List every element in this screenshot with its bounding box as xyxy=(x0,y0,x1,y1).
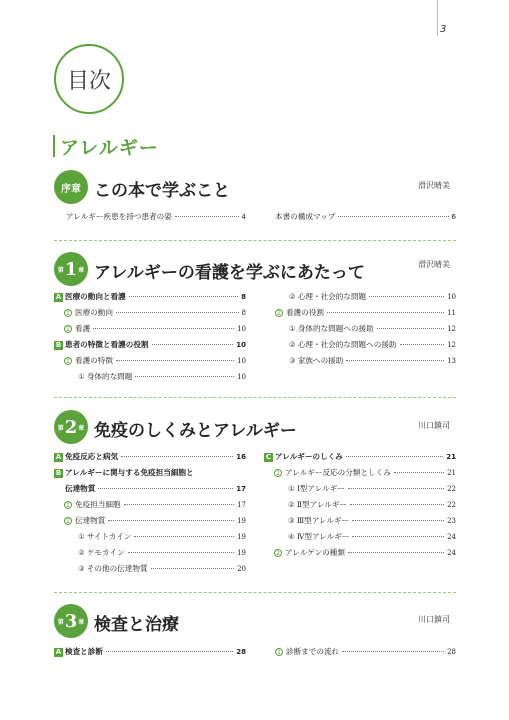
leader-dots xyxy=(108,520,234,521)
toc-column-right xyxy=(275,212,456,222)
toc-entry-page: 12 xyxy=(447,325,456,333)
chapter-author: 川口鎮司 xyxy=(418,421,450,430)
toc-entry[interactable] xyxy=(264,500,456,516)
toc-entry-page: 17 xyxy=(237,501,246,509)
toc-entry[interactable] xyxy=(54,452,246,468)
toc-entry-page: 17 xyxy=(236,485,246,493)
toc-entry-page: 10 xyxy=(447,293,456,301)
toc-column-right xyxy=(264,452,456,564)
chapter-separator xyxy=(54,240,456,241)
toc-column-left xyxy=(66,212,246,222)
toc-entry-page: 8 xyxy=(241,293,246,301)
toc-entry-label: 患者の特徴と看護の役割 xyxy=(65,340,149,349)
entry-marker: 1 xyxy=(64,309,72,317)
leader-dots xyxy=(394,472,444,473)
leader-dots xyxy=(369,296,444,297)
toc-entry[interactable] xyxy=(54,532,246,548)
toc-entry[interactable] xyxy=(54,324,246,340)
leader-dots xyxy=(352,520,444,521)
entry-marker: ③ xyxy=(289,356,296,365)
toc-column-left xyxy=(54,647,246,663)
toc-column-left xyxy=(54,452,246,580)
leader-dots xyxy=(106,651,233,652)
chapter-author: 滑沢晴美 xyxy=(418,260,450,269)
toc-entry[interactable] xyxy=(54,340,246,356)
toc-entry[interactable] xyxy=(54,356,246,372)
toc-entry-page: 10 xyxy=(237,357,246,365)
leader-dots xyxy=(338,216,448,217)
toc-entry-page: 10 xyxy=(237,325,246,333)
toc-entry[interactable] xyxy=(54,308,246,324)
toc-entry-label: アレルギーのしくみ xyxy=(275,452,343,461)
chapter-title: 免疫のしくみとアレルギー xyxy=(94,421,297,441)
leader-dots xyxy=(116,360,234,361)
entry-marker: C xyxy=(265,452,272,461)
section-title: アレルギー xyxy=(60,137,159,159)
toc-entry-page: 20 xyxy=(237,565,246,573)
toc-entry-label: 検査と診断 xyxy=(65,647,103,656)
toc-entry-page: 13 xyxy=(447,357,456,365)
chapter-badge xyxy=(54,252,88,286)
chapter-author: 川口鎮司 xyxy=(418,615,450,624)
toc-entry-label: アレルゲンの種類 xyxy=(285,548,345,557)
toc-entry[interactable] xyxy=(54,372,246,388)
toc-entry[interactable] xyxy=(264,468,456,484)
leader-dots xyxy=(116,312,239,313)
toc-entry[interactable] xyxy=(54,548,246,564)
toc-entry[interactable] xyxy=(264,548,456,564)
toc-entry-label: アレルギー反応の分類としくみ xyxy=(285,468,391,477)
chapter-title: この本で学ぶこと xyxy=(94,181,230,201)
toc-entry[interactable] xyxy=(54,647,246,663)
toc-entry-label: 身体的な問題への援助 xyxy=(297,324,374,333)
toc-entry-page: 4 xyxy=(241,213,246,221)
toc-entry-page: 19 xyxy=(237,533,246,541)
entry-marker: ② xyxy=(288,500,295,509)
toc-entry-page: 24 xyxy=(447,533,456,541)
toc-entry-label: 身体的な問題 xyxy=(86,372,133,381)
chapter-separator xyxy=(54,592,456,593)
toc-entry-label: ケモカイン xyxy=(86,548,125,557)
leader-dots xyxy=(348,552,444,553)
chapter-number: 2 xyxy=(64,416,78,438)
toc-entry[interactable] xyxy=(275,212,456,222)
leader-dots xyxy=(346,456,443,457)
chapter-title: アレルギーの看護を学ぶにあたって xyxy=(94,263,365,283)
entry-marker: A xyxy=(55,647,62,656)
toc-entry-page: 8 xyxy=(241,309,246,317)
toc-entry[interactable] xyxy=(264,484,456,500)
toc-entry-page: 22 xyxy=(447,501,456,509)
toc-entry-label: 免疫反応と病気 xyxy=(65,452,119,461)
toc-entry-page: 19 xyxy=(237,517,246,525)
entry-marker: B xyxy=(55,340,62,349)
toc-entry-page: 6 xyxy=(451,213,456,221)
toc-entry[interactable] xyxy=(54,516,246,532)
toc-entry[interactable] xyxy=(275,292,456,308)
toc-entry-label: 伝達物質 xyxy=(65,484,96,493)
toc-entry-label: 伝達物質 xyxy=(75,516,106,525)
entry-marker: 2 xyxy=(275,309,283,317)
toc-entry-label: その他の伝達物質 xyxy=(86,564,148,573)
toc-entry-page: 21 xyxy=(446,453,456,461)
leader-dots xyxy=(124,504,235,505)
leader-dots xyxy=(346,360,444,361)
chapter-separator xyxy=(54,397,456,398)
leader-dots xyxy=(377,328,444,329)
entry-marker: ② xyxy=(78,548,85,557)
entry-marker: ③ xyxy=(288,516,295,525)
entry-marker: B xyxy=(55,468,62,477)
toc-entry[interactable] xyxy=(66,212,246,222)
toc-entry[interactable] xyxy=(275,308,456,324)
entry-marker: ② xyxy=(289,292,296,301)
toc-entry-page: 28 xyxy=(447,648,456,656)
entry-marker: A xyxy=(55,452,62,461)
entry-marker: 2 xyxy=(64,517,72,525)
toc-entry-label: Ⅳ型アレルギー xyxy=(296,532,350,541)
leader-dots xyxy=(134,536,234,537)
leader-dots xyxy=(128,552,235,553)
toc-entry[interactable] xyxy=(275,324,456,340)
entry-marker: ① xyxy=(288,484,295,493)
toc-entry-label: 診断までの流れ xyxy=(286,647,340,656)
entry-marker: 1 xyxy=(64,501,72,509)
entry-marker: ④ xyxy=(288,532,295,541)
entry-marker: ① xyxy=(78,532,85,541)
toc-column-right xyxy=(275,647,456,663)
toc-entry-page: 10 xyxy=(236,341,246,349)
toc-entry[interactable] xyxy=(54,564,246,580)
toc-entry[interactable] xyxy=(275,340,456,356)
entry-marker: 2 xyxy=(274,549,282,557)
toc-entry-label: 心理・社会的な問題への援助 xyxy=(297,340,397,349)
leader-dots xyxy=(98,488,233,489)
chapter-prefix: 第 xyxy=(57,266,64,274)
toc-entry-label: 心理・社会的な問題 xyxy=(297,292,367,301)
toc-entry-page: 22 xyxy=(447,485,456,493)
leader-dots xyxy=(400,344,445,345)
toc-entry-label: Ⅰ型アレルギー xyxy=(296,484,345,493)
toc-entry-page: 23 xyxy=(447,517,456,525)
chapter-suffix: 章 xyxy=(78,424,85,432)
chapter-title: 検査と治療 xyxy=(94,615,179,635)
entry-marker: ② xyxy=(289,340,296,349)
entry-marker: ① xyxy=(78,372,85,381)
page-rule xyxy=(437,0,438,36)
toc-entry[interactable] xyxy=(54,484,246,500)
entry-marker: 1 xyxy=(64,357,72,365)
toc-entry-label: 看護 xyxy=(75,324,91,333)
toc-entry-label: Ⅲ型アレルギー xyxy=(296,516,350,525)
leader-dots xyxy=(348,488,444,489)
leader-dots xyxy=(151,568,235,569)
entry-marker: 1 xyxy=(274,469,282,477)
entry-marker: ③ xyxy=(78,564,85,573)
leader-dots xyxy=(152,344,234,345)
toc-entry-page: 12 xyxy=(447,341,456,349)
toc-entry[interactable] xyxy=(54,500,246,516)
chapter-suffix: 章 xyxy=(78,266,85,274)
toc-entry[interactable] xyxy=(264,532,456,548)
toc-entry-label: サイトカイン xyxy=(86,532,132,541)
chapter-prefix: 第 xyxy=(57,618,64,626)
toc-entry[interactable] xyxy=(275,356,456,372)
toc-entry[interactable] xyxy=(264,452,456,468)
toc-column-left xyxy=(54,292,246,388)
chapter-author: 滑沢晴美 xyxy=(418,181,450,190)
toc-entry-label: 家族への援助 xyxy=(297,356,344,365)
chapter-number: 序章 xyxy=(61,183,81,195)
toc-entry-label: 免疫担当細胞 xyxy=(75,500,121,509)
entry-marker: A xyxy=(55,292,62,301)
toc-entry[interactable] xyxy=(275,647,456,663)
toc-entry-page: 24 xyxy=(447,549,456,557)
toc-entry-label: 看護の特徴 xyxy=(75,356,113,365)
toc-column-right xyxy=(275,292,456,372)
chapter-badge xyxy=(54,170,88,204)
page-number: 3 xyxy=(440,24,447,35)
toc-entry-page: 28 xyxy=(236,648,246,656)
toc-entry-label: アレルギー疾患を持つ患者の姿 xyxy=(66,212,172,221)
chapter-badge xyxy=(54,604,88,638)
toc-entry-page: 16 xyxy=(236,453,246,461)
leader-dots xyxy=(327,312,444,313)
chapter-badge xyxy=(54,410,88,444)
leader-dots xyxy=(129,296,238,297)
leader-dots xyxy=(121,456,233,457)
toc-entry-page: 10 xyxy=(237,373,246,381)
toc-entry-page: 19 xyxy=(237,549,246,557)
leader-dots xyxy=(135,376,234,377)
toc-entry-label: アレルギーに関与する免疫担当細胞と xyxy=(65,468,194,477)
toc-entry-label: 本書の構成マップ xyxy=(275,212,336,221)
chapter-number: 1 xyxy=(64,258,78,280)
leader-dots xyxy=(352,536,444,537)
toc-entry-label: 看護の役割 xyxy=(286,308,324,317)
leader-dots xyxy=(350,504,444,505)
entry-marker: ① xyxy=(289,324,296,333)
chapter-number: 3 xyxy=(64,610,78,632)
chapter-suffix: 章 xyxy=(78,618,85,626)
toc-entry[interactable] xyxy=(54,292,246,308)
toc-entry[interactable] xyxy=(54,468,246,484)
leader-dots xyxy=(93,328,234,329)
toc-title: 目次 xyxy=(54,44,124,114)
toc-entry-label: 医療の動向と看護 xyxy=(65,292,126,301)
toc-entry-page: 21 xyxy=(447,469,456,477)
section-accent-bar xyxy=(53,135,55,157)
entry-marker: 2 xyxy=(64,325,72,333)
toc-entry-label: Ⅱ型アレルギー xyxy=(296,500,348,509)
toc-entry[interactable] xyxy=(264,516,456,532)
entry-marker: 1 xyxy=(275,648,283,656)
leader-dots xyxy=(175,216,239,217)
toc-entry-page: 11 xyxy=(447,309,456,317)
toc-entry-label: 医療の動向 xyxy=(75,308,113,317)
leader-dots xyxy=(342,651,444,652)
chapter-prefix: 第 xyxy=(57,424,64,432)
